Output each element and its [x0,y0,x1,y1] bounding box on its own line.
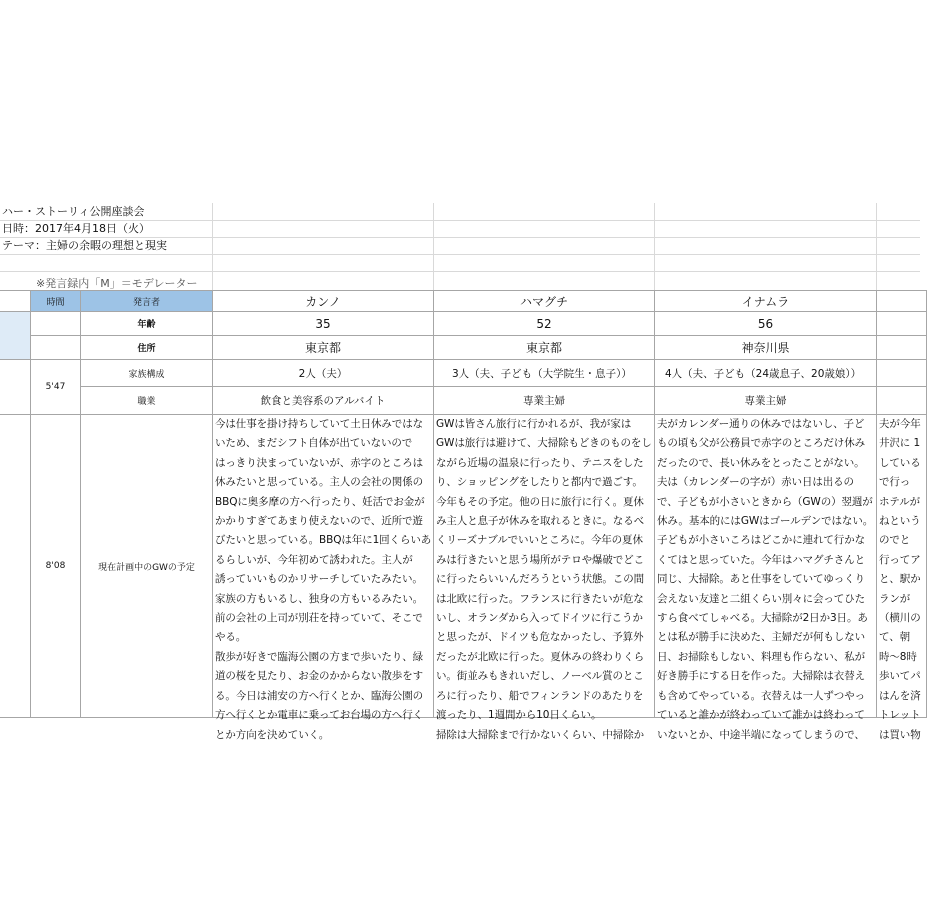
comment-4-line: 行ってア [879,553,921,566]
comment-2-line: み主人と息子が休みを取れるときに。なるべ [436,515,644,528]
comment-1-line: BBQに奥多摩の方へ行ったり、妊活でお金が [215,495,425,508]
comment-4-line: で行っ [879,476,911,489]
comment-4-line: のでと [879,534,911,547]
comment-2-line: いし、オランダから入ってドイツに行こうか [436,612,643,625]
comment-2-line: は北欧に行った。フランスに行きたいが危な [436,592,644,605]
spreadsheet[interactable] [0,203,921,741]
age-2[interactable]: 52 [434,312,655,336]
comment-4-line: は買い物 [879,728,921,741]
profile-side-cell-lower[interactable] [0,360,31,415]
info-row-theme[interactable] [0,237,920,255]
job-4-partial[interactable] [877,387,927,415]
comment-2-line: だったが北欧に行った。夏休みの終わりくら [436,650,644,663]
comment-3-line: ていると誰かが終わっていて誰かは終わって [657,709,865,722]
header-speaker[interactable]: 発言者 [81,290,213,312]
comment-1-line: 家族の方もいるし、独身の方もいるみたい。 [215,592,423,605]
comment-4-line: 時～8時 [879,650,917,663]
comment-4-line: トレット [879,709,921,722]
comment-3-line: くてはと思っていた。今年はハマグチさんと [657,553,865,566]
info-row-date[interactable] [0,220,920,238]
comment-1-line: 今は仕事を掛け持ちしていて土日休みではな [215,418,423,430]
info-row-blank[interactable] [0,254,920,272]
comment-4-line: と、駅か [879,573,921,586]
time-topic[interactable]: 8'08 [31,415,81,718]
address-4-partial[interactable] [877,336,927,360]
comment-3-line: 夫は（カレンダーの字が）赤い日は出るの [657,476,854,489]
comment-4-line: ランが [879,592,911,605]
sheet-date: 日時：2017年4月18日（火） [2,222,150,235]
address-2[interactable]: 東京都 [434,336,655,360]
comment-1-line: やる。 [215,631,247,644]
comment-3-line: 同じ、大掃除。あと仕事をしていてゆっくり [657,573,865,586]
comment-2-line: に行ったらいいんだろうという状態。この間 [436,573,644,586]
time-profile[interactable]: 5'47 [31,360,81,415]
profile-side-cell[interactable] [0,312,31,360]
comment-1-line: 休みたいと思っている。主人の会社の関係の [215,476,423,489]
label-age[interactable]: 年齢 [81,312,213,336]
comment-1-line: 前の会社の上司が別荘を持っていて、そこで [215,612,423,625]
speaker-name-2[interactable]: ハマグチ [434,290,655,312]
comment-1-line: る。今日は浦安の方へ行くとか、臨海公園の [215,689,423,702]
moderator-note: ※発言録内「M」＝モデレーター [36,277,198,290]
comment-3-line: とは私が勝手に決めた、主婦だが何もしない [657,631,865,644]
comment-2-line: り、ショッピングをしたりと都内で過ごす。 [436,476,643,489]
label-topic[interactable]: 現在計画中のGWの予定 [81,415,213,718]
label-job[interactable]: 職業 [81,387,213,415]
time-cell-address[interactable] [31,336,81,360]
comment-4-line: している [879,456,921,469]
job-1[interactable]: 飲食と美容系のアルバイト [213,387,434,415]
age-3[interactable]: 56 [655,312,877,336]
sheet-title: ハー・ストーリィ公開座談会 [2,205,145,218]
comment-3-line: すら食べてしゃべる。大掃除が2日か3日。あ [657,612,868,625]
comment-1-line: 散歩が好きで臨海公園の方まで歩いたり、緑 [215,650,423,663]
comment-4-line: （横川の [879,612,921,625]
label-family[interactable]: 家族構成 [81,360,213,387]
comment-3-line: 子どもが小さいころはどこかに連れて行かな [657,534,865,547]
comment-3[interactable] [655,415,877,741]
comment-3-line: で、子どもが小さいときから（GWの）翌週が [657,495,873,508]
speaker-name-1[interactable]: カンノ [213,290,434,312]
address-3[interactable]: 神奈川県 [655,336,877,360]
family-2[interactable]: 3人（夫、子ども（大学院生・息子）） [434,360,655,387]
comment-4-line: はんを済 [879,689,921,702]
family-1[interactable]: 2人（夫） [213,360,434,387]
comment-2[interactable] [434,415,655,741]
comment-1-line: いため、まだシフト自体が出ていないので [215,437,413,450]
comment-1-line: るらしいが、今年初めて誘われた。主人が [215,553,413,566]
comment-3-line: だったので、長い休みをとったことがない。 [657,456,865,469]
job-3[interactable]: 専業主婦 [655,387,877,415]
info-row-title[interactable] [0,203,920,221]
comment-4-line: 夫が今年 [879,418,921,430]
job-2[interactable]: 専業主婦 [434,387,655,415]
family-4-partial[interactable] [877,360,927,387]
comment-3-line: も含めてやっている。衣替えは一人ずつやっ [657,689,865,702]
comment-4-line: て、朝 [879,631,910,644]
time-cell-age[interactable] [31,312,81,336]
age-4-partial[interactable] [877,312,927,336]
address-1[interactable]: 東京都 [213,336,434,360]
corner-cell[interactable] [0,290,31,312]
speaker-name-4-partial[interactable] [877,290,927,312]
comment-1-line: びたいと思っている。BBQは年に1回くらいあ [215,534,432,547]
comment-4-line: 歩いてパ [879,670,921,683]
comment-4-line: ねという [879,515,921,528]
comment-3-line: もの頃も父が公務員で赤字のところだけ休み [657,437,865,450]
comment-3-line: 日、お掃除もしない、料理も作らない、私が [657,650,865,663]
comment-4-line: ホテルが [879,495,921,508]
comment-2-line: くリーズナブルでいいところに。今年の夏休 [436,534,643,547]
comment-3-line: いないとか、中途半端になってしまうので、 [657,728,865,741]
comment-2-line: ながら近場の温泉に行ったり、テニスをした [436,456,644,469]
comment-2-line: みは行きたいと思う場所がテロや爆破でどこ [436,553,644,566]
comment-2-line: GWは旅行は避けて、大掃除もどきのものをし [436,437,652,450]
comment-1-line: 誘っていいものかリサーチしていたみたい。 [215,573,423,586]
comment-2-line: ろに行ったり、船でフィンランドのあたりを [436,689,644,702]
comment-4-line: 井沢に 1 [879,437,921,450]
comment-3-line: 休み。基本的にはGWはゴールデンではない。 [657,515,874,528]
comment-2-line: GWは皆さん旅行に行かれるが、我が家は [436,418,632,430]
sheet-theme: テーマ：主婦の余暇の理想と現実 [2,239,167,252]
comment-3-line: 好き勝手にする日を作った。大掃除は衣替え [657,670,865,683]
comment-2-line: 今年もその予定。他の日に旅行に行く。夏休 [436,495,644,508]
comment-2-line: い。街並みもきれいだし、ノーベル賞のとこ [436,670,644,683]
comment-1-line: とか方向を決めていく。 [215,728,330,741]
topic-side-cell[interactable] [0,415,31,718]
comment-3-line: 会えない友達と二組くらい別々に会ってひた [657,592,865,605]
comment-1[interactable] [213,415,434,741]
comment-3-line: 夫がカレンダー通りの休みではないし、子ど [657,418,865,430]
label-address[interactable]: 住所 [81,336,213,360]
comment-2-line: と思ったが、ドイツも危なかったし、予算外 [436,631,644,644]
comment-1-line: 道の桜を見たり、お金のかからない散歩をす [215,670,423,683]
comment-4-partial[interactable] [877,415,927,741]
comment-1-line: 方へ行くとか電車に乗ってお台場の方へ行く [215,709,423,722]
comment-1-line: かかりすぎてあまり使えないので、近所で遊 [215,515,423,528]
comment-2-line: 渡ったり、1週間から10日くらい。 [436,709,602,722]
comment-2-line: 掃除は大掃除まで行かないくらい、中掃除か [436,728,644,741]
age-1[interactable]: 35 [213,312,434,336]
comment-1-line: はっきり決まっていないが、赤字のところは [215,456,423,469]
family-3[interactable]: 4人（夫、子ども（24歳息子、20歳娘）） [655,360,877,387]
header-time[interactable]: 時間 [31,290,81,312]
speaker-name-3[interactable]: イナムラ [655,290,877,312]
